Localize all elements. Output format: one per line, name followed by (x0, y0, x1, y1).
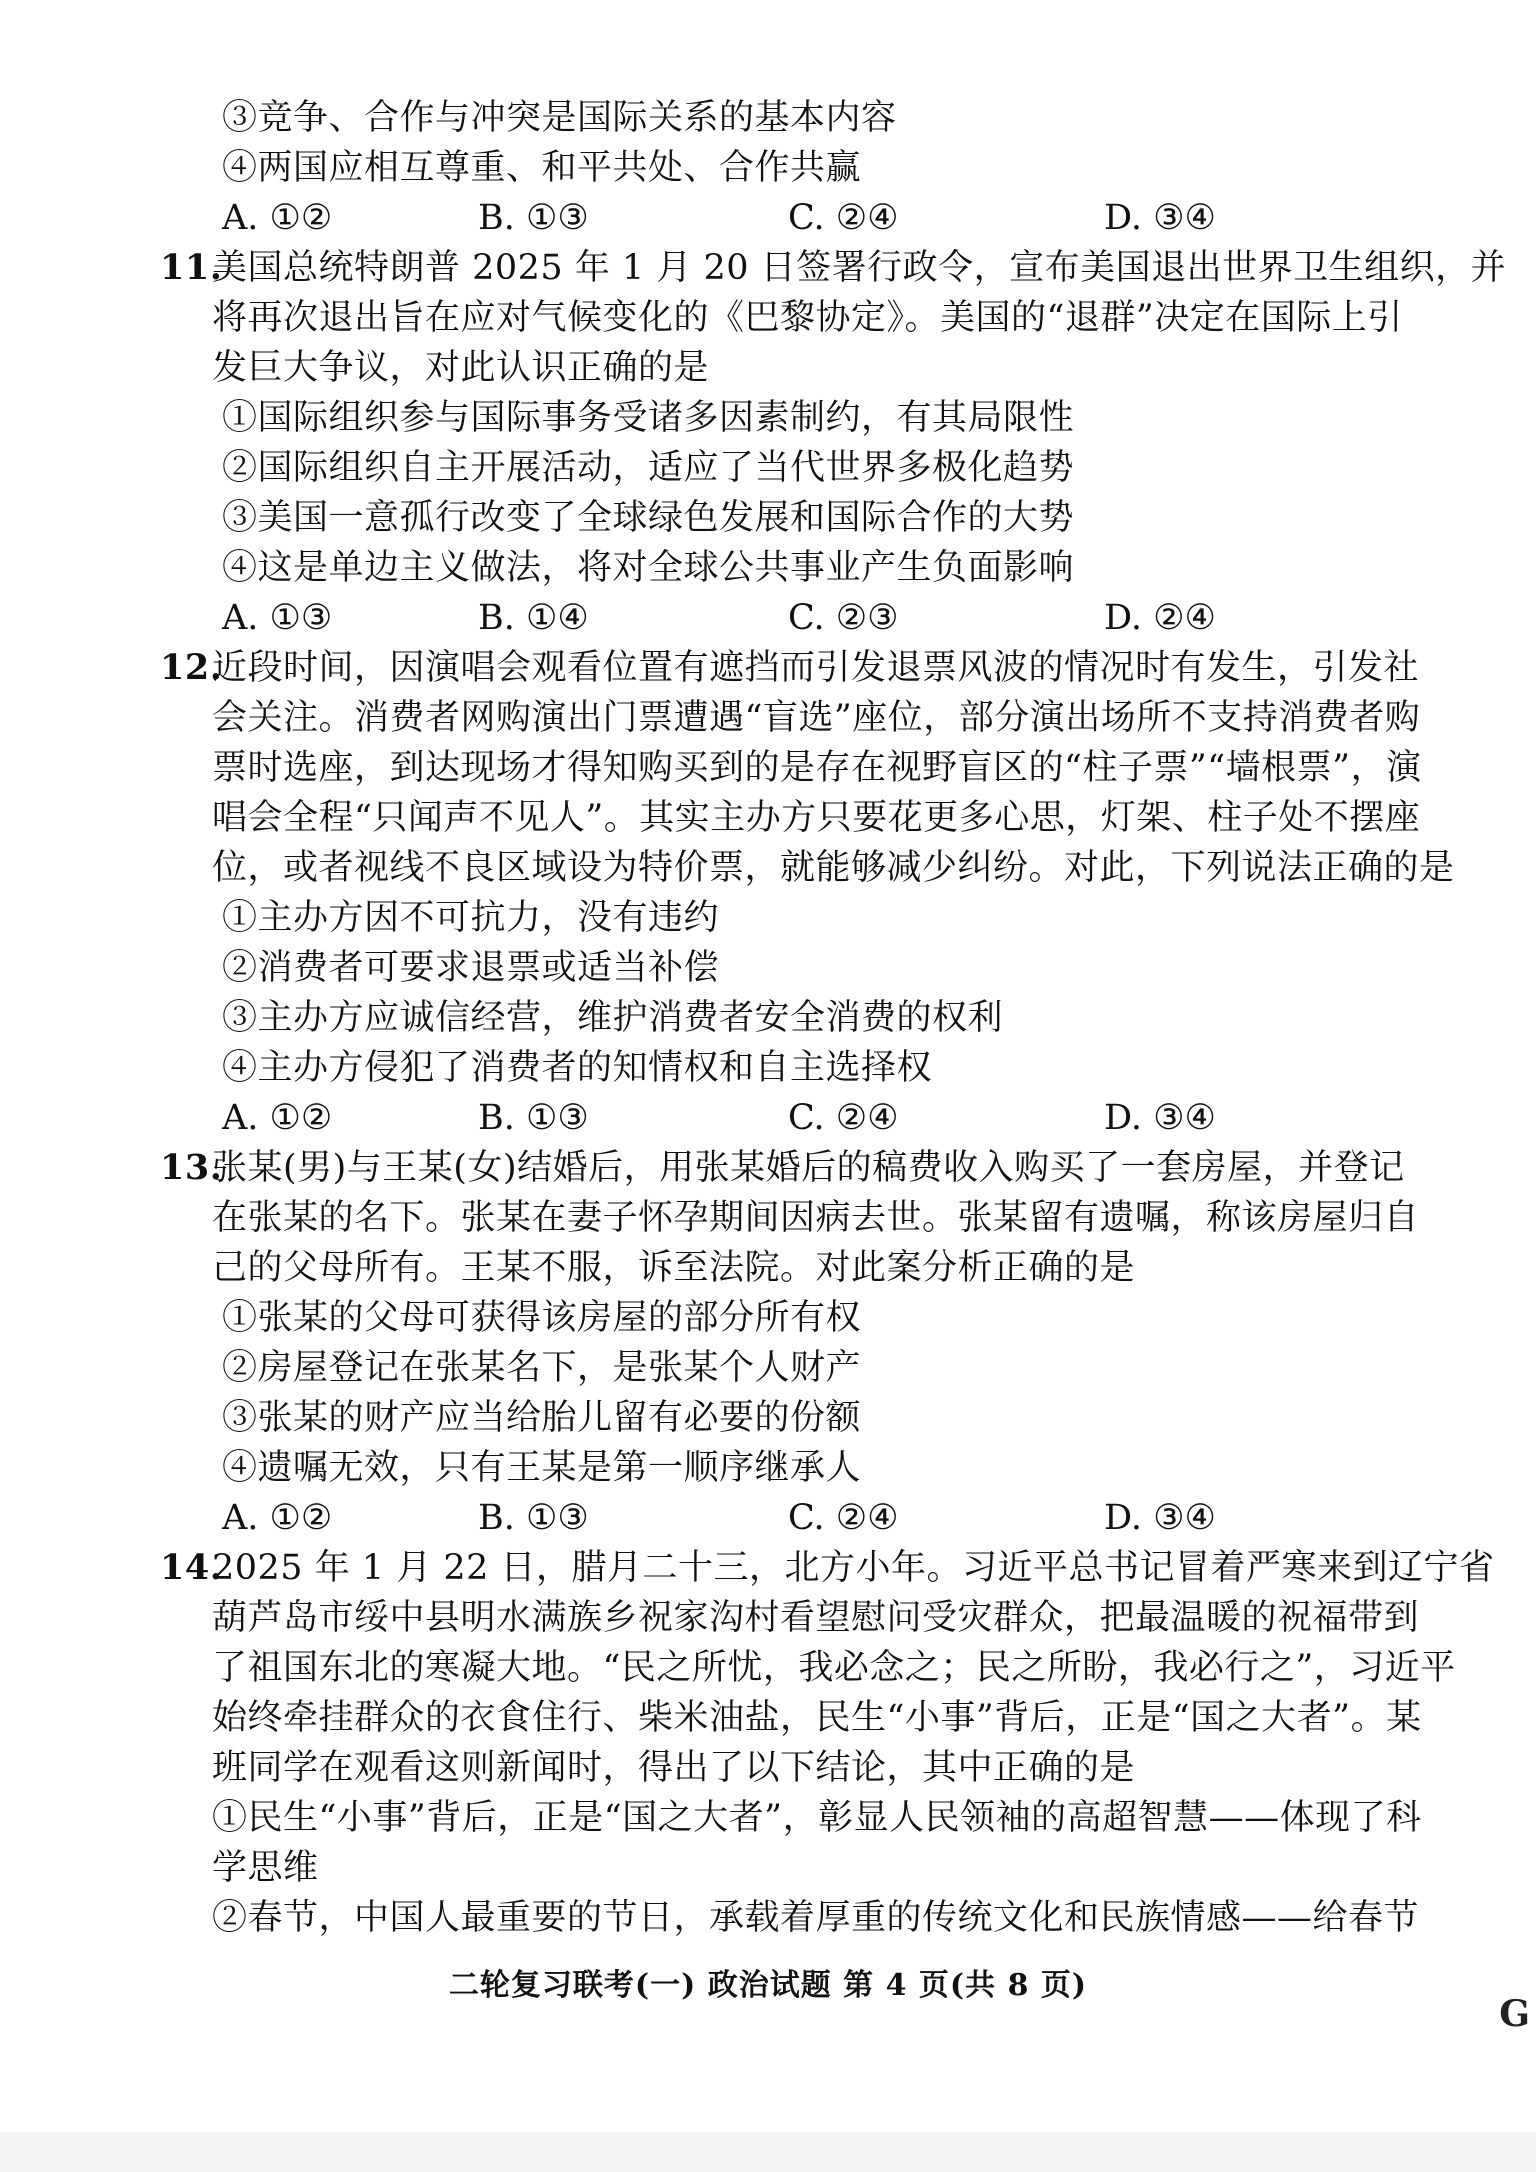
q11-stem-line-1: 美国总统特朗普 2025 年 1 月 20 日签署行政令，宣布美国退出世界卫生组织，并 (212, 248, 1507, 288)
q11-item-4: ④这是单边主义做法，将对全球公共事业产生负面影响 (222, 548, 1075, 588)
q10-option-a: A. ①② (222, 198, 333, 238)
q13-item-1: ①张某的父母可获得该房屋的部分所有权 (222, 1298, 862, 1338)
q11-item-3: ③美国一意孤行改变了全球绿色发展和国际合作的大势 (222, 498, 1075, 538)
page-footer: 二轮复习联考(一) 政治试题 第 4 页(共 8 页) (448, 1968, 1088, 2003)
q14-item-2: ②春节，中国人最重要的节日，承载着厚重的传统文化和民族情感——给春节 (212, 1898, 1420, 1938)
q12-stem-line-5: 位，或者视线不良区域设为特价票，就能够减少纠纷。对此，下列说法正确的是 (212, 848, 1455, 888)
q12-option-d: D. ③④ (1104, 1098, 1216, 1138)
q11-option-a: A. ①③ (222, 598, 333, 638)
q14-item-1: ①民生“小事”背后，正是“国之大者”，彰显人民领袖的高超智慧——体现了科 (212, 1798, 1422, 1838)
q10-option-c: C. ②④ (788, 198, 899, 238)
q13-stem-line-1: 张某(男)与王某(女)结婚后，用张某婚后的稿费收入购买了一套房屋，并登记 (212, 1148, 1405, 1188)
q10-item-4: ④两国应相互尊重、和平共处、合作共赢 (222, 148, 862, 188)
q11-stem-line-3: 发巨大争议，对此认识正确的是 (212, 348, 710, 388)
q12-stem-line-3: 票时选座，到达现场才得知购买到的是存在视野盲区的“柱子票”“墙根票”，演 (212, 748, 1422, 788)
q12-option-b: B. ①③ (478, 1098, 589, 1138)
q12-item-3: ③主办方应诚信经营，维护消费者安全消费的权利 (222, 998, 1004, 1038)
q11-item-2: ②国际组织自主开展活动，适应了当代世界多极化趋势 (222, 448, 1075, 488)
q11-option-c: C. ②③ (788, 598, 899, 638)
q14-item-1-cont: 学思维 (212, 1848, 319, 1888)
corner-mark: G (1499, 1993, 1530, 2035)
q14-number: 14. (160, 1547, 223, 1588)
q13-stem-line-2: 在张某的名下。张某在妻子怀孕期间因病去世。张某留有遗嘱，称该房屋归自 (212, 1198, 1420, 1238)
q12-option-c: C. ②④ (788, 1098, 899, 1138)
q13-option-a: A. ①② (222, 1498, 333, 1538)
q13-option-d: D. ③④ (1104, 1498, 1216, 1538)
q13-option-b: B. ①③ (478, 1498, 589, 1538)
q12-item-1: ①主办方因不可抗力，没有违约 (222, 898, 720, 938)
q12-stem-line-2: 会关注。消费者网购演出门票遭遇“盲选”座位，部分演出场所不支持消费者购 (212, 698, 1421, 738)
q14-stem-line-5: 班同学在观看这则新闻时，得出了以下结论，其中正确的是 (212, 1748, 1136, 1788)
q12-number: 12. (160, 647, 223, 688)
q14-stem-line-2: 葫芦岛市绥中县明水满族乡祝家沟村看望慰问受灾群众，把最温暖的祝福带到 (212, 1598, 1420, 1638)
q12-item-4: ④主办方侵犯了消费者的知情权和自主选择权 (222, 1048, 933, 1088)
q11-stem-line-2: 将再次退出旨在应对气候变化的《巴黎协定》。美国的“退群”决定在国际上引 (212, 298, 1403, 338)
q11-option-b: B. ①④ (478, 598, 589, 638)
q13-stem-line-3: 己的父母所有。王某不服，诉至法院。对此案分析正确的是 (212, 1248, 1136, 1288)
q13-item-3: ③张某的财产应当给胎儿留有必要的份额 (222, 1398, 862, 1438)
q14-stem-line-4: 始终牵挂群众的衣食住行、柴米油盐，民生“小事”背后，正是“国之大者”。某 (212, 1698, 1422, 1738)
q14-stem-line-1: 2025 年 1 月 22 日，腊月二十三，北方小年。习近平总书记冒着严寒来到辽宁省 (212, 1548, 1495, 1588)
q11-item-1: ①国际组织参与国际事务受诸多因素制约，有其局限性 (222, 398, 1075, 438)
q12-stem-line-1: 近段时间，因演唱会观看位置有遮挡而引发退票风波的情况时有发生，引发社 (212, 648, 1420, 688)
q13-number: 13. (160, 1147, 223, 1188)
q13-item-4: ④遗嘱无效，只有王某是第一顺序继承人 (222, 1448, 862, 1488)
q12-item-2: ②消费者可要求退票或适当补偿 (222, 948, 720, 988)
q11-number: 11. (160, 247, 223, 288)
q11-option-d: D. ②④ (1104, 598, 1216, 638)
q12-stem-line-4: 唱会全程“只闻声不见人”。其实主办方只要花更多心思，灯架、柱子处不摆座 (212, 798, 1421, 838)
q10-option-b: B. ①③ (478, 198, 589, 238)
q10-option-d: D. ③④ (1104, 198, 1216, 238)
q13-option-c: C. ②④ (788, 1498, 899, 1538)
scan-bottom-strip (0, 2132, 1536, 2172)
q13-item-2: ②房屋登记在张某名下，是张某个人财产 (222, 1348, 862, 1388)
q10-item-3: ③竞争、合作与冲突是国际关系的基本内容 (222, 98, 897, 138)
q12-option-a: A. ①② (222, 1098, 333, 1138)
q14-stem-line-3: 了祖国东北的寒凝大地。“民之所忧，我必念之；民之所盼，我必行之”，习近平 (212, 1648, 1456, 1688)
